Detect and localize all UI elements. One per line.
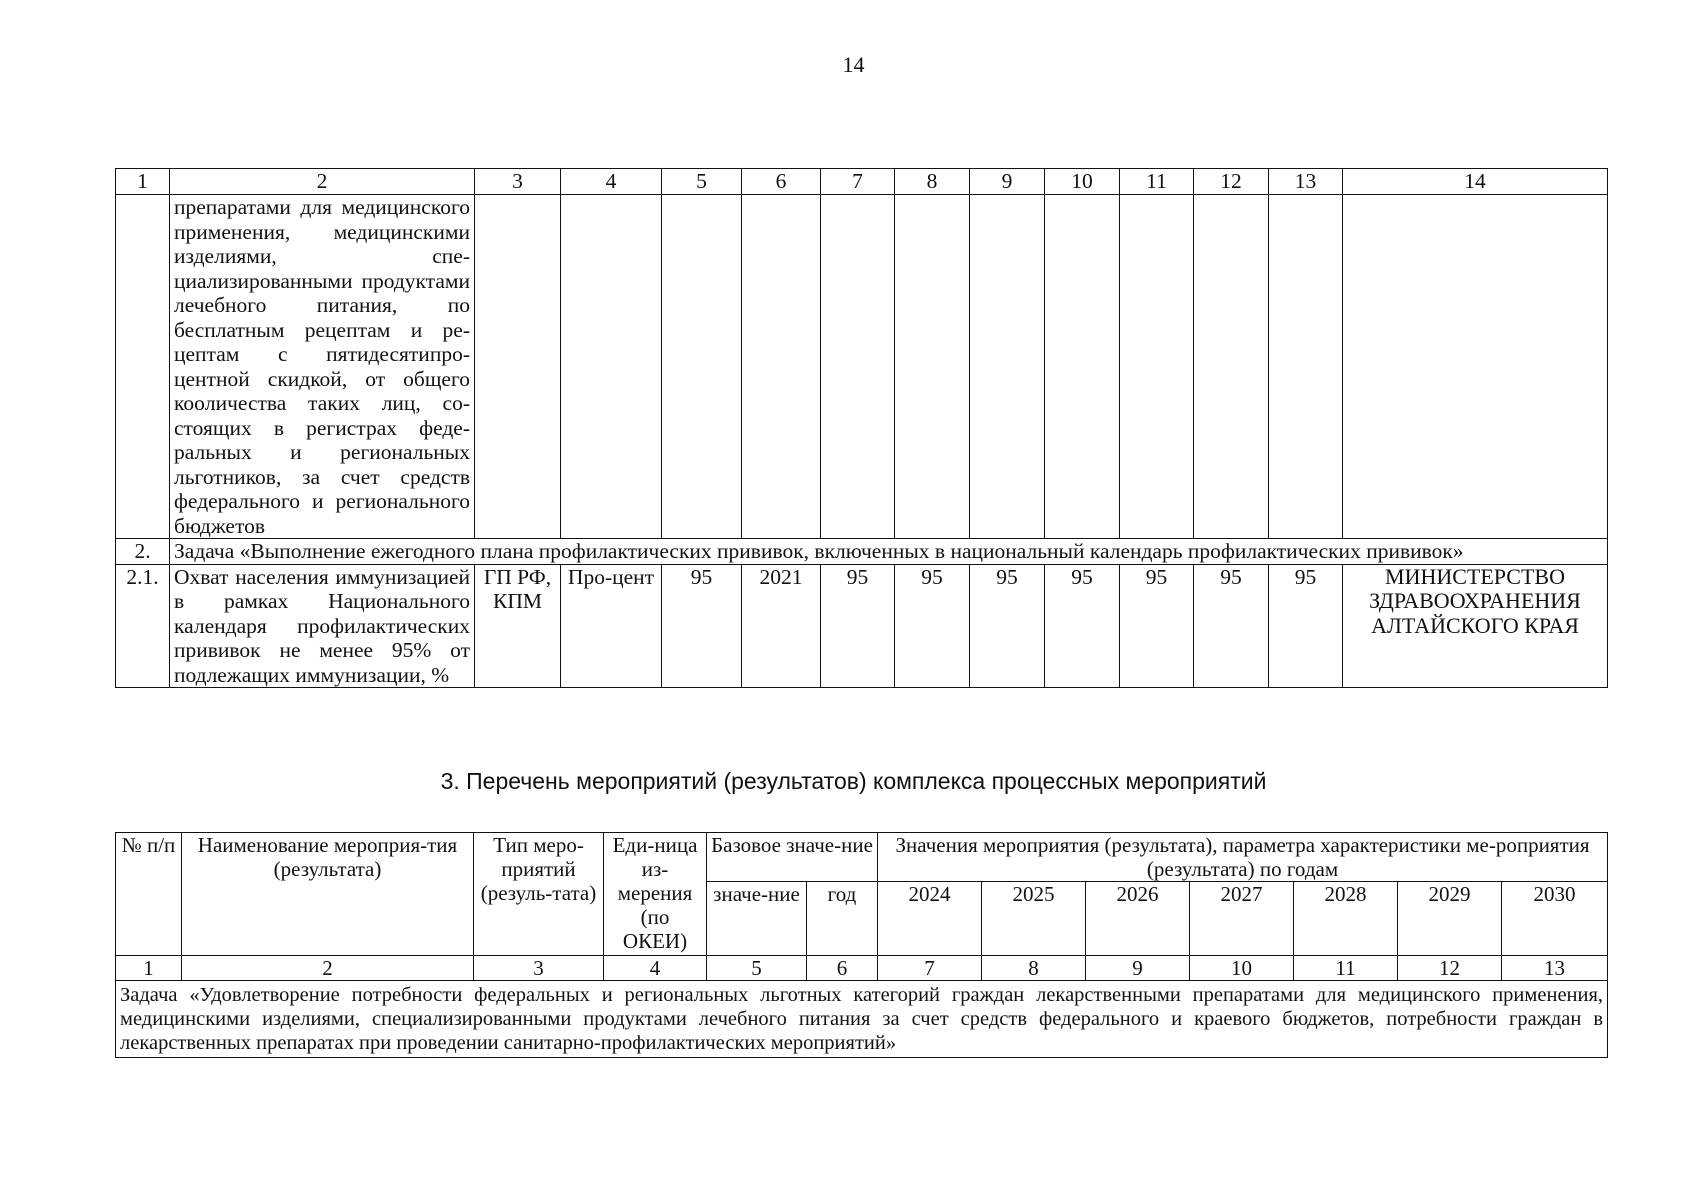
header-year: 2028 [1294, 882, 1398, 956]
col-number: 10 [1045, 169, 1120, 195]
base-year: 2021 [742, 564, 821, 688]
col-number: 7 [821, 169, 895, 195]
col-number: 1 [116, 956, 182, 981]
task-number: 2. [116, 539, 170, 565]
task-text: Задача «Выполнение ежегодного плана профилактических прививок, включенных в национальный календарь профилактических прививок» [170, 539, 1608, 565]
col-number: 2 [182, 956, 474, 981]
year-value: 95 [1194, 564, 1269, 688]
col-number: 6 [742, 169, 821, 195]
year-value: 95 [1269, 564, 1343, 688]
col-number: 5 [662, 169, 742, 195]
indicator-number: 2.1. [116, 564, 170, 688]
indicator-description: препаратами для медицинского применения, медицинскими изделиями, специализированными продуктами лечебного питания, по бесплатным рецептам и рецептам с пятидесятипроцентной скидкой, от общего коoличества таких лиц, состоящих в регистрах федеральных и региональных льготников, за счет средств федерального и регионального бюджетов [170, 195, 475, 539]
header-name: Наименование мероприя-тия (результата) [182, 833, 474, 956]
indicator-type: ГП РФ, КПМ [475, 564, 561, 688]
header-type: Тип меро-приятий (резуль-тата) [474, 833, 604, 956]
page-number: 14 [842, 52, 865, 77]
base-value: 95 [662, 564, 742, 688]
header-year: 2027 [1190, 882, 1294, 956]
task-text: Задача «Удовлетворение потребности федеральных и региональных льготных категорий граждан лекарственными препаратами для медицинского применения, медицинскими изделиями, специализированными продуктами лечебного питания за счет средств федерального и краевого бюджетов, потребности граждан в лекарственных препаратах при проведении санитарно-профилактических мероприятий» [116, 981, 1608, 1058]
header-row [116, 833, 1608, 882]
year-value: 95 [895, 564, 970, 688]
col-number: 6 [807, 956, 878, 981]
col-number: 13 [1269, 169, 1343, 195]
year-value: 95 [1120, 564, 1194, 688]
col-number: 4 [604, 956, 707, 981]
header-year: 2024 [878, 882, 982, 956]
col-number: 8 [895, 169, 970, 195]
col-number: 2 [170, 169, 475, 195]
section-title: 3. Перечень мероприятий (результатов) комплекса процессных мероприятий [440, 768, 1267, 794]
year-value: 95 [970, 564, 1045, 688]
year-value: 95 [821, 564, 895, 688]
task-row [116, 539, 1608, 565]
column-number-row [116, 169, 1608, 195]
col-number: 11 [1120, 169, 1194, 195]
indicator-description: Охват населения иммунизацией в рамках Национального календаря профилактических прививок не менее 95% от подлежащих иммунизации, % [170, 564, 475, 688]
header-year: 2029 [1398, 882, 1502, 956]
indicator-row [116, 564, 1608, 688]
task-row [116, 981, 1608, 1058]
header-num: № п/п [116, 833, 182, 956]
col-number: 9 [970, 169, 1045, 195]
col-number: 1 [116, 169, 170, 195]
header-year: 2025 [982, 882, 1086, 956]
header-year: 2026 [1086, 882, 1190, 956]
indicators-table [115, 168, 1608, 688]
responsible-body: МИНИСТЕРСТВО ЗДРАВООХРАНЕНИЯ АЛТАЙСКОГО КРАЯ [1343, 564, 1608, 688]
col-number: 14 [1343, 169, 1608, 195]
header-base-value: значе-ние [707, 882, 807, 956]
header-unit: Еди-ница из-мерения (по ОКЕИ) [604, 833, 707, 956]
col-number: 4 [561, 169, 662, 195]
col-number: 12 [1398, 956, 1502, 981]
year-value: 95 [1045, 564, 1120, 688]
continued-indicator-row [116, 195, 1608, 539]
column-number-row [116, 956, 1608, 981]
activities-table [115, 832, 1608, 1058]
col-number: 8 [982, 956, 1086, 981]
header-values-group: Значения мероприятия (результата), параметра характеристики ме-роприятия (результата) по годам [878, 833, 1608, 882]
header-base: Базовое значе-ние [707, 833, 878, 882]
col-number: 12 [1194, 169, 1269, 195]
header-year: 2030 [1502, 882, 1608, 956]
col-number: 9 [1086, 956, 1190, 981]
header-base-year: год [807, 882, 878, 956]
col-number: 11 [1294, 956, 1398, 981]
indicator-unit: Про-цент [561, 564, 662, 688]
col-number: 10 [1190, 956, 1294, 981]
col-number: 7 [878, 956, 982, 981]
col-number: 3 [475, 169, 561, 195]
col-number: 5 [707, 956, 807, 981]
col-number: 3 [474, 956, 604, 981]
col-number: 13 [1502, 956, 1608, 981]
